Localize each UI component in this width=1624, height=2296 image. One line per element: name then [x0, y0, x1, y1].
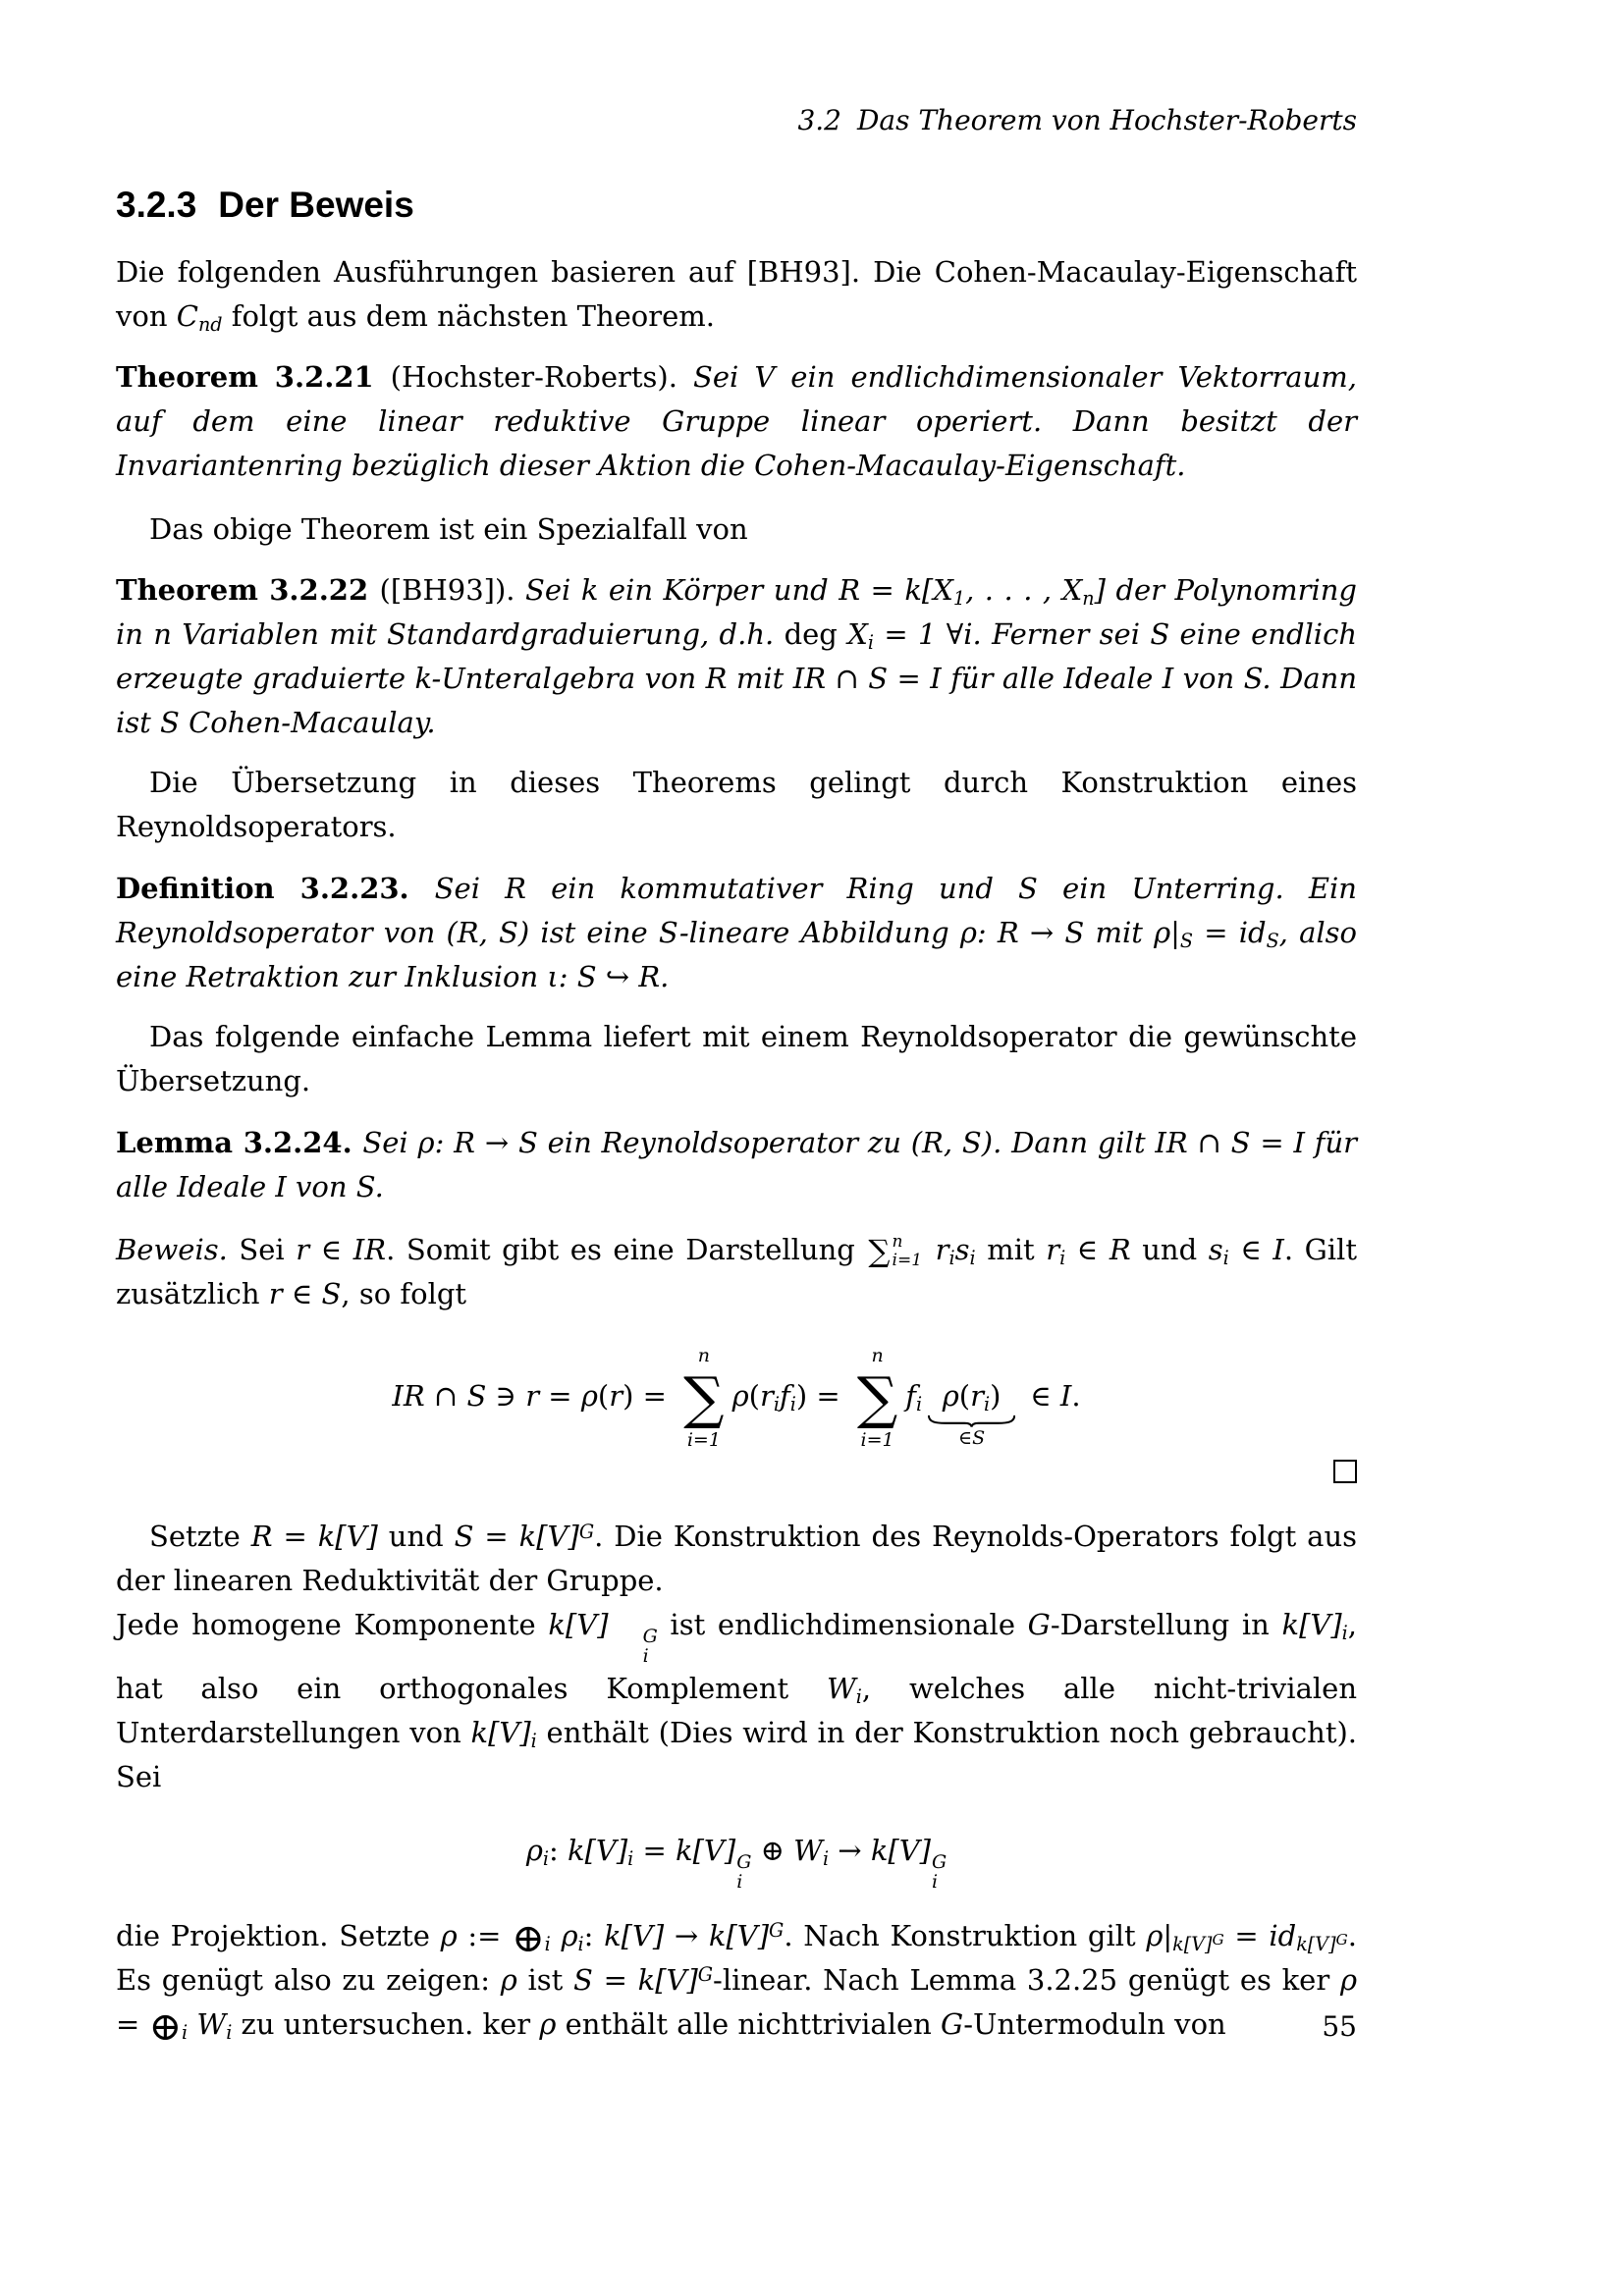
text-run: ⊕ — [751, 1834, 794, 1868]
sum — [857, 1344, 897, 1452]
text-run: Theorem 3.2.21 — [116, 360, 391, 394]
text-run: R = k[V] — [250, 1520, 378, 1554]
running-header-section-number: 3.2 — [797, 104, 841, 136]
text-run: W — [196, 2006, 227, 2041]
paragraph-konstruktion — [116, 1515, 1357, 1799]
sum-upper-limit: n — [697, 1345, 710, 1366]
text-run: S — [466, 1379, 487, 1414]
sup-sub-stack: G i — [736, 1851, 752, 1894]
text-run: → — [829, 1834, 871, 1868]
superscript: G — [1212, 1931, 1224, 1949]
text-run: ρ — [1339, 1962, 1357, 1997]
subscript: i — [983, 1392, 991, 1415]
paragraph-intro — [116, 250, 1357, 339]
subscript: i — [855, 1684, 862, 1708]
underbrace-label: ∈S — [958, 1427, 986, 1450]
text-run: r — [970, 1379, 984, 1414]
text-run: -Darstellung in — [1050, 1608, 1282, 1642]
text-run: ρ — [561, 1918, 578, 1952]
text-run — [551, 1919, 562, 1952]
text-run: G — [941, 2006, 964, 2041]
text-run: s — [1208, 1233, 1223, 1266]
text-run: mit — [975, 1233, 1047, 1266]
text-run: R — [1109, 1233, 1131, 1266]
text-run: r — [525, 1379, 540, 1414]
text-run: ∈ — [1065, 1233, 1110, 1266]
text-run: Sei ρ: R → S ein Reynoldsoperator zu (R, S). Dann gilt IR ∩ S = I für alle Ideale I von S. — [116, 1126, 1357, 1203]
text-run: und — [377, 1520, 455, 1554]
text-run: k[V] — [568, 1834, 628, 1868]
text-run: W — [826, 1672, 856, 1706]
text-run: , hat also ein orthogonales Komplement — [116, 1608, 1357, 1706]
section-heading — [116, 184, 1357, 227]
text-run: C — [176, 299, 198, 333]
lemma-3-2-24 — [116, 1121, 1357, 1209]
text-run: und — [1130, 1233, 1209, 1266]
proof-paragraph — [116, 1228, 1357, 1316]
oplus-operator: ⊕ — [512, 1915, 545, 1961]
text-run: ∈ — [1021, 1379, 1060, 1414]
text-run: = 1 — [873, 617, 947, 651]
superscript: G — [1335, 1931, 1348, 1949]
text-run: k[V] — [676, 1834, 736, 1868]
running-header-title: Das Theorem von Hochster-Roberts — [856, 104, 1357, 136]
text-run: enthält (Dies wird in der Konstruktion noch gebraucht). Sei — [116, 1716, 1357, 1794]
sup-sub-stack: G i — [642, 1626, 658, 1668]
text-run: ist — [516, 1962, 574, 1997]
oplus-index: i — [182, 2020, 189, 2044]
qed-box — [1333, 1460, 1357, 1483]
sum-lower-limit: i=1 — [686, 1428, 721, 1451]
subscript: i — [577, 1932, 584, 1955]
superscript: G — [578, 1520, 595, 1543]
text-run: ) = — [795, 1379, 849, 1414]
subscript: n — [1082, 586, 1095, 610]
text-run: , also eine Retraktion zur Inklusion ι: S ↪ R. — [116, 916, 1357, 993]
sum — [683, 1344, 724, 1452]
text-run: ( — [748, 1379, 760, 1414]
text-column — [116, 0, 1358, 2050]
text-run: IR — [392, 1379, 425, 1414]
text-run: . — [1071, 1379, 1081, 1414]
section-title: Der Beweis — [218, 185, 414, 225]
text-run: enthält alle nichttrivialen — [556, 2006, 942, 2041]
oplus — [512, 1915, 551, 1961]
text-run: . Es genügt also zu zeigen: — [116, 1918, 1357, 1997]
text-run: Jede homogene Komponente — [116, 1608, 549, 1642]
text-run: k[V] — [708, 1918, 770, 1952]
text-run: r — [296, 1233, 310, 1266]
text-run: ρ — [731, 1379, 749, 1414]
text-run: k[V] — [1172, 1932, 1213, 1955]
text-run: r — [759, 1379, 774, 1414]
text-run: . Nach Konstruktion gilt — [784, 1918, 1147, 1952]
sum-limits: n i=1 — [892, 1232, 923, 1270]
text-run: , . . . , X — [965, 573, 1083, 607]
subscript: S — [1179, 929, 1194, 952]
text-run: ρ| — [1146, 1918, 1173, 1952]
display-equation-projection — [116, 1825, 1357, 1893]
text-run: : — [549, 1834, 568, 1868]
text-run: Sei R ein kommutativer Ring und S ein Unterring. Ein Reynoldsoperator von (R, S) ist eine S-lineare Abbildung ρ: R → S mit ρ| — [116, 872, 1357, 949]
theorem-3-2-22 — [116, 568, 1357, 745]
sum — [868, 1233, 922, 1269]
subscript: i — [789, 1392, 796, 1415]
definition-3-2-23 — [116, 867, 1357, 999]
text-run: f — [905, 1379, 917, 1414]
subscript: i — [969, 1246, 976, 1269]
text-run: X — [837, 617, 868, 651]
paragraph-spezialfall — [116, 507, 1357, 552]
text-run: IR — [352, 1233, 387, 1266]
text-run: = id — [1193, 916, 1267, 949]
subscript — [1172, 1933, 1224, 1955]
underbrace-content — [943, 1379, 1001, 1413]
text-run: ∈ — [282, 1277, 322, 1310]
subscript: i — [773, 1392, 780, 1415]
text-run: f — [779, 1379, 790, 1414]
sum-operator: ∑ — [683, 1363, 725, 1431]
text-run: S — [321, 1277, 342, 1310]
text-run: → — [664, 1918, 709, 1952]
text-run: ∋ — [486, 1379, 526, 1414]
text-run: . Somit gibt es eine Darstellung — [386, 1233, 867, 1266]
subscript: i — [627, 1846, 634, 1870]
text-run: r — [609, 1379, 623, 1414]
text-run: folgt aus dem nächsten Theorem. — [222, 299, 716, 333]
text-run: Das folgende einfache Lemma liefert mit einem Reynoldsoperator die gewünschte Übersetzung. — [116, 1020, 1357, 1097]
text-run: r — [268, 1277, 283, 1310]
text-run: k[V] — [548, 1608, 609, 1642]
text-run: Das obige Theorem ist ein Spezialfall von — [149, 512, 748, 546]
subscript: i — [822, 1846, 830, 1870]
sum-operator: ∑ — [868, 1233, 891, 1269]
text-run: ρ — [500, 1962, 517, 1997]
text-run: . Gilt zusätzlich — [116, 1233, 1357, 1310]
text-run: ) = — [623, 1379, 677, 1414]
superscript: G — [769, 1919, 785, 1943]
text-run: id — [1269, 1918, 1297, 1952]
text-run: Sei V ein endlichdimensionaler Vektorraum, auf dem eine linear reduktive Gruppe linear operiert. Dann besitzt der Invariantenring bezüglich dieser Aktion die Cohen-Macaulay-Eigenschaft. — [116, 360, 1357, 482]
theorem-3-2-21 — [116, 355, 1357, 488]
subscript: i — [1059, 1246, 1066, 1269]
text-run: := — [457, 1918, 513, 1952]
text-run: ∀ — [946, 617, 964, 651]
text-run: ] der Polynomring in n Variablen mit Standardgraduierung, d.h. — [116, 573, 1357, 651]
text-run: , welches alle nicht-trivialen Unterdarstellungen von — [116, 1672, 1357, 1750]
text-run: ) — [990, 1379, 1001, 1414]
text-run: die Projektion. Setzte — [116, 1918, 441, 1952]
text-run: ist endlichdimensionale — [657, 1608, 1028, 1642]
text-run: ([BH93]). — [379, 573, 526, 607]
sum-operator: ∑ — [856, 1363, 898, 1431]
superscript: G — [697, 1963, 714, 1987]
text-run: G — [1027, 1608, 1051, 1642]
text-run: I — [1059, 1379, 1072, 1414]
text-run: Definition 3.2.23. — [116, 872, 435, 905]
text-run: ρ — [525, 1834, 543, 1868]
subscript — [1296, 1933, 1348, 1955]
section-number: 3.2.3 — [116, 185, 197, 225]
subscript: i — [1341, 1621, 1348, 1644]
text-run: -linear. Nach Lemma 3.2.25 genügt es ker — [713, 1962, 1340, 1997]
text-run: r — [935, 1233, 949, 1266]
oplus-operator: ⊕ — [148, 2003, 183, 2050]
text-run: k[V] — [470, 1716, 531, 1750]
text-run: Beweis. — [116, 1233, 240, 1266]
oplus-index: i — [544, 1932, 551, 1955]
text-run: = — [1223, 1918, 1270, 1952]
text-run: W — [793, 1834, 823, 1868]
text-run: s — [954, 1233, 970, 1266]
subscript: i — [916, 1392, 923, 1415]
subscript: i — [542, 1846, 550, 1870]
running-header — [116, 101, 1357, 140]
paragraph-lemma-intro — [116, 1015, 1357, 1103]
subscript: 1 — [952, 586, 966, 610]
text-run: k[V] — [1281, 1608, 1342, 1642]
text-run: -Untermoduln von — [963, 2006, 1226, 2041]
sum-lower-limit: i=1 — [860, 1428, 894, 1451]
text-run: I — [1272, 1233, 1284, 1266]
text-run: ∈ — [1228, 1233, 1273, 1266]
text-run: ρ — [539, 2006, 557, 2041]
text-run: Die Übersetzung in dieses Theorems gelingt durch Konstruktion eines Reynoldsoperators. — [116, 766, 1357, 843]
sup-sub-stack: G i — [931, 1851, 947, 1894]
text-run: (Hochster-Roberts). — [390, 360, 693, 394]
subscript: i — [948, 1246, 955, 1269]
text-run: ( — [597, 1379, 610, 1414]
subscript: i — [867, 630, 874, 654]
text-run: Setzte — [149, 1520, 251, 1554]
text-run: i. Ferner sei S eine endlich erzeugte graduierte k-Unteralgebra von R mit IR ∩ S = I für alle Ideale I von S. Dann ist S Cohen-Macaulay. — [116, 617, 1357, 739]
text-run: Theorem 3.2.22 — [116, 573, 380, 607]
display-equation-reynolds — [116, 1344, 1357, 1452]
subscript: nd — [197, 312, 223, 336]
text-run: ρ — [942, 1379, 959, 1414]
paragraph-uebersetzung — [116, 761, 1357, 849]
text-run — [924, 1233, 936, 1266]
text-run: : — [583, 1918, 605, 1952]
text-run: Sei — [239, 1233, 297, 1266]
text-run: . Die Konstruktion des Reynolds-Operators folgt aus der linearen Reduktivität der Gruppe. — [116, 1520, 1358, 1598]
text-run: deg — [784, 617, 838, 651]
text-run: ∩ — [424, 1379, 467, 1414]
text-run: ρ — [440, 1918, 458, 1952]
text-run: ∈ — [309, 1233, 353, 1266]
text-run: k[V] — [870, 1834, 931, 1868]
underbrace-glyph — [928, 1415, 1015, 1427]
subscript: i — [226, 2020, 233, 2044]
subscript: i — [530, 1729, 537, 1752]
text-run: r — [1046, 1233, 1060, 1266]
text-run: , so folgt — [341, 1277, 467, 1310]
page-number: 55 — [1322, 2010, 1357, 2043]
qed-row — [116, 1460, 1357, 1485]
text-run: Lemma 3.2.24. — [116, 1126, 363, 1159]
subscript: S — [1266, 929, 1279, 952]
text-run: zu untersuchen. ker — [232, 2006, 540, 2041]
text-run: S = k[V] — [454, 1520, 579, 1554]
text-run: Sei k ein Körper und R = k[X — [525, 573, 953, 607]
text-run: Die folgenden Ausführungen basieren auf [BH93]. Die Cohen-Macaulay-Eigenschaft von — [116, 255, 1357, 333]
text-run: S = k[V] — [573, 1962, 698, 1997]
text-run: = — [633, 1834, 677, 1868]
text-run: ρ — [580, 1379, 598, 1414]
text-run: = — [116, 2006, 149, 2041]
text-run: k[V] — [1296, 1932, 1336, 1955]
text-run: k[V] — [604, 1918, 665, 1952]
text-run: = — [539, 1379, 581, 1414]
sum-upper-limit: n — [871, 1345, 884, 1366]
subscript: i — [1222, 1246, 1229, 1269]
underbrace — [926, 1379, 1017, 1450]
text-run: ( — [958, 1379, 971, 1414]
